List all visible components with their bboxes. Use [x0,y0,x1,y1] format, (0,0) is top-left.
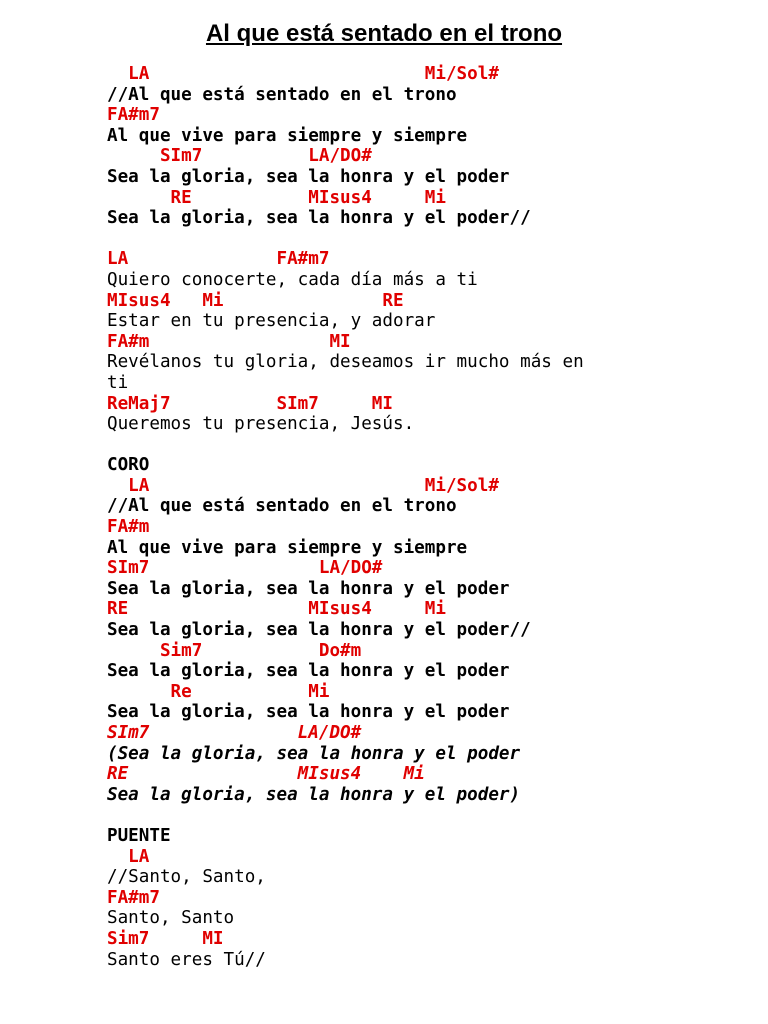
chord-line: MIsus4 Mi RE [107,290,404,311]
lyric-line: Sea la gloria, sea la honra y el poder [107,661,510,682]
lyric-line: Al que vive para siempre y siempre [107,125,468,146]
chord-line: LA Mi/Sol# [107,64,499,84]
lyric-line: Estar en tu presencia, y adorar [107,311,436,332]
lyric-line: Al que vive para siempre y siempre [107,537,468,558]
lyric-line: Sea la gloria, sea la honra y el poder [107,578,510,599]
chord-line: SIm7 LA/DO# [107,723,362,743]
chord-line: FA#m MI [107,331,351,352]
chord-line: RE MIsus4 Mi [107,764,425,785]
blank-line [107,805,757,826]
chord-line: LA [107,846,150,867]
lyric-line: Santo eres Tú// [107,949,266,970]
blank-line [107,229,757,250]
lyric-line: (Sea la gloria, sea la honra y el poder [107,743,521,764]
chord-line: RE MIsus4 Mi [107,599,446,620]
lyric-line: Sea la gloria, sea la honra y el poder [107,166,510,187]
lyric-line: Queremos tu presencia, Jesús. [107,414,415,435]
chord-line: ReMaj7 SIm7 MI [107,393,393,414]
chord-line: LA Mi/Sol# [107,475,499,496]
lyric-line: Santo, Santo [107,908,235,929]
lyric-line: Sea la gloria, sea la honra y el poder// [107,208,531,229]
lyric-line: ti [107,372,129,393]
blank-line [107,435,757,456]
chord-line: Sim7 MI [107,928,224,949]
lyric-line: //Santo, Santo, [107,867,266,888]
lyric-line: Sea la gloria, sea la honra y el poder// [107,620,531,641]
section-label: CORO [107,455,150,476]
chord-line: SIm7 LA/DO# [107,146,372,167]
lyric-line: Revélanos tu gloria, deseamos ir mucho más en [107,352,584,373]
chord-line: RE MIsus4 Mi [107,187,446,208]
chord-line: Sim7 Do#m [107,640,362,661]
lyric-line: //Al que está sentado en el trono [107,84,457,105]
chord-line: Re Mi [107,681,330,702]
chord-line: SIm7 LA/DO# [107,558,383,579]
section-label: PUENTE [107,825,171,846]
page-title: Al que está sentado en el trono [205,20,563,47]
lyric-line: Quiero conocerte, cada día más a ti [107,269,478,290]
song-sheet [107,64,757,970]
chord-line: FA#m7 [107,887,160,908]
chord-line: FA#m7 [107,105,160,126]
lyric-line: Sea la gloria, sea la honra y el poder) [107,784,521,805]
chord-line: LA FA#m7 [107,249,330,270]
chord-line: FA#m [107,517,150,538]
lyric-line: //Al que está sentado en el trono [107,496,457,517]
lyric-line: Sea la gloria, sea la honra y el poder [107,702,510,723]
